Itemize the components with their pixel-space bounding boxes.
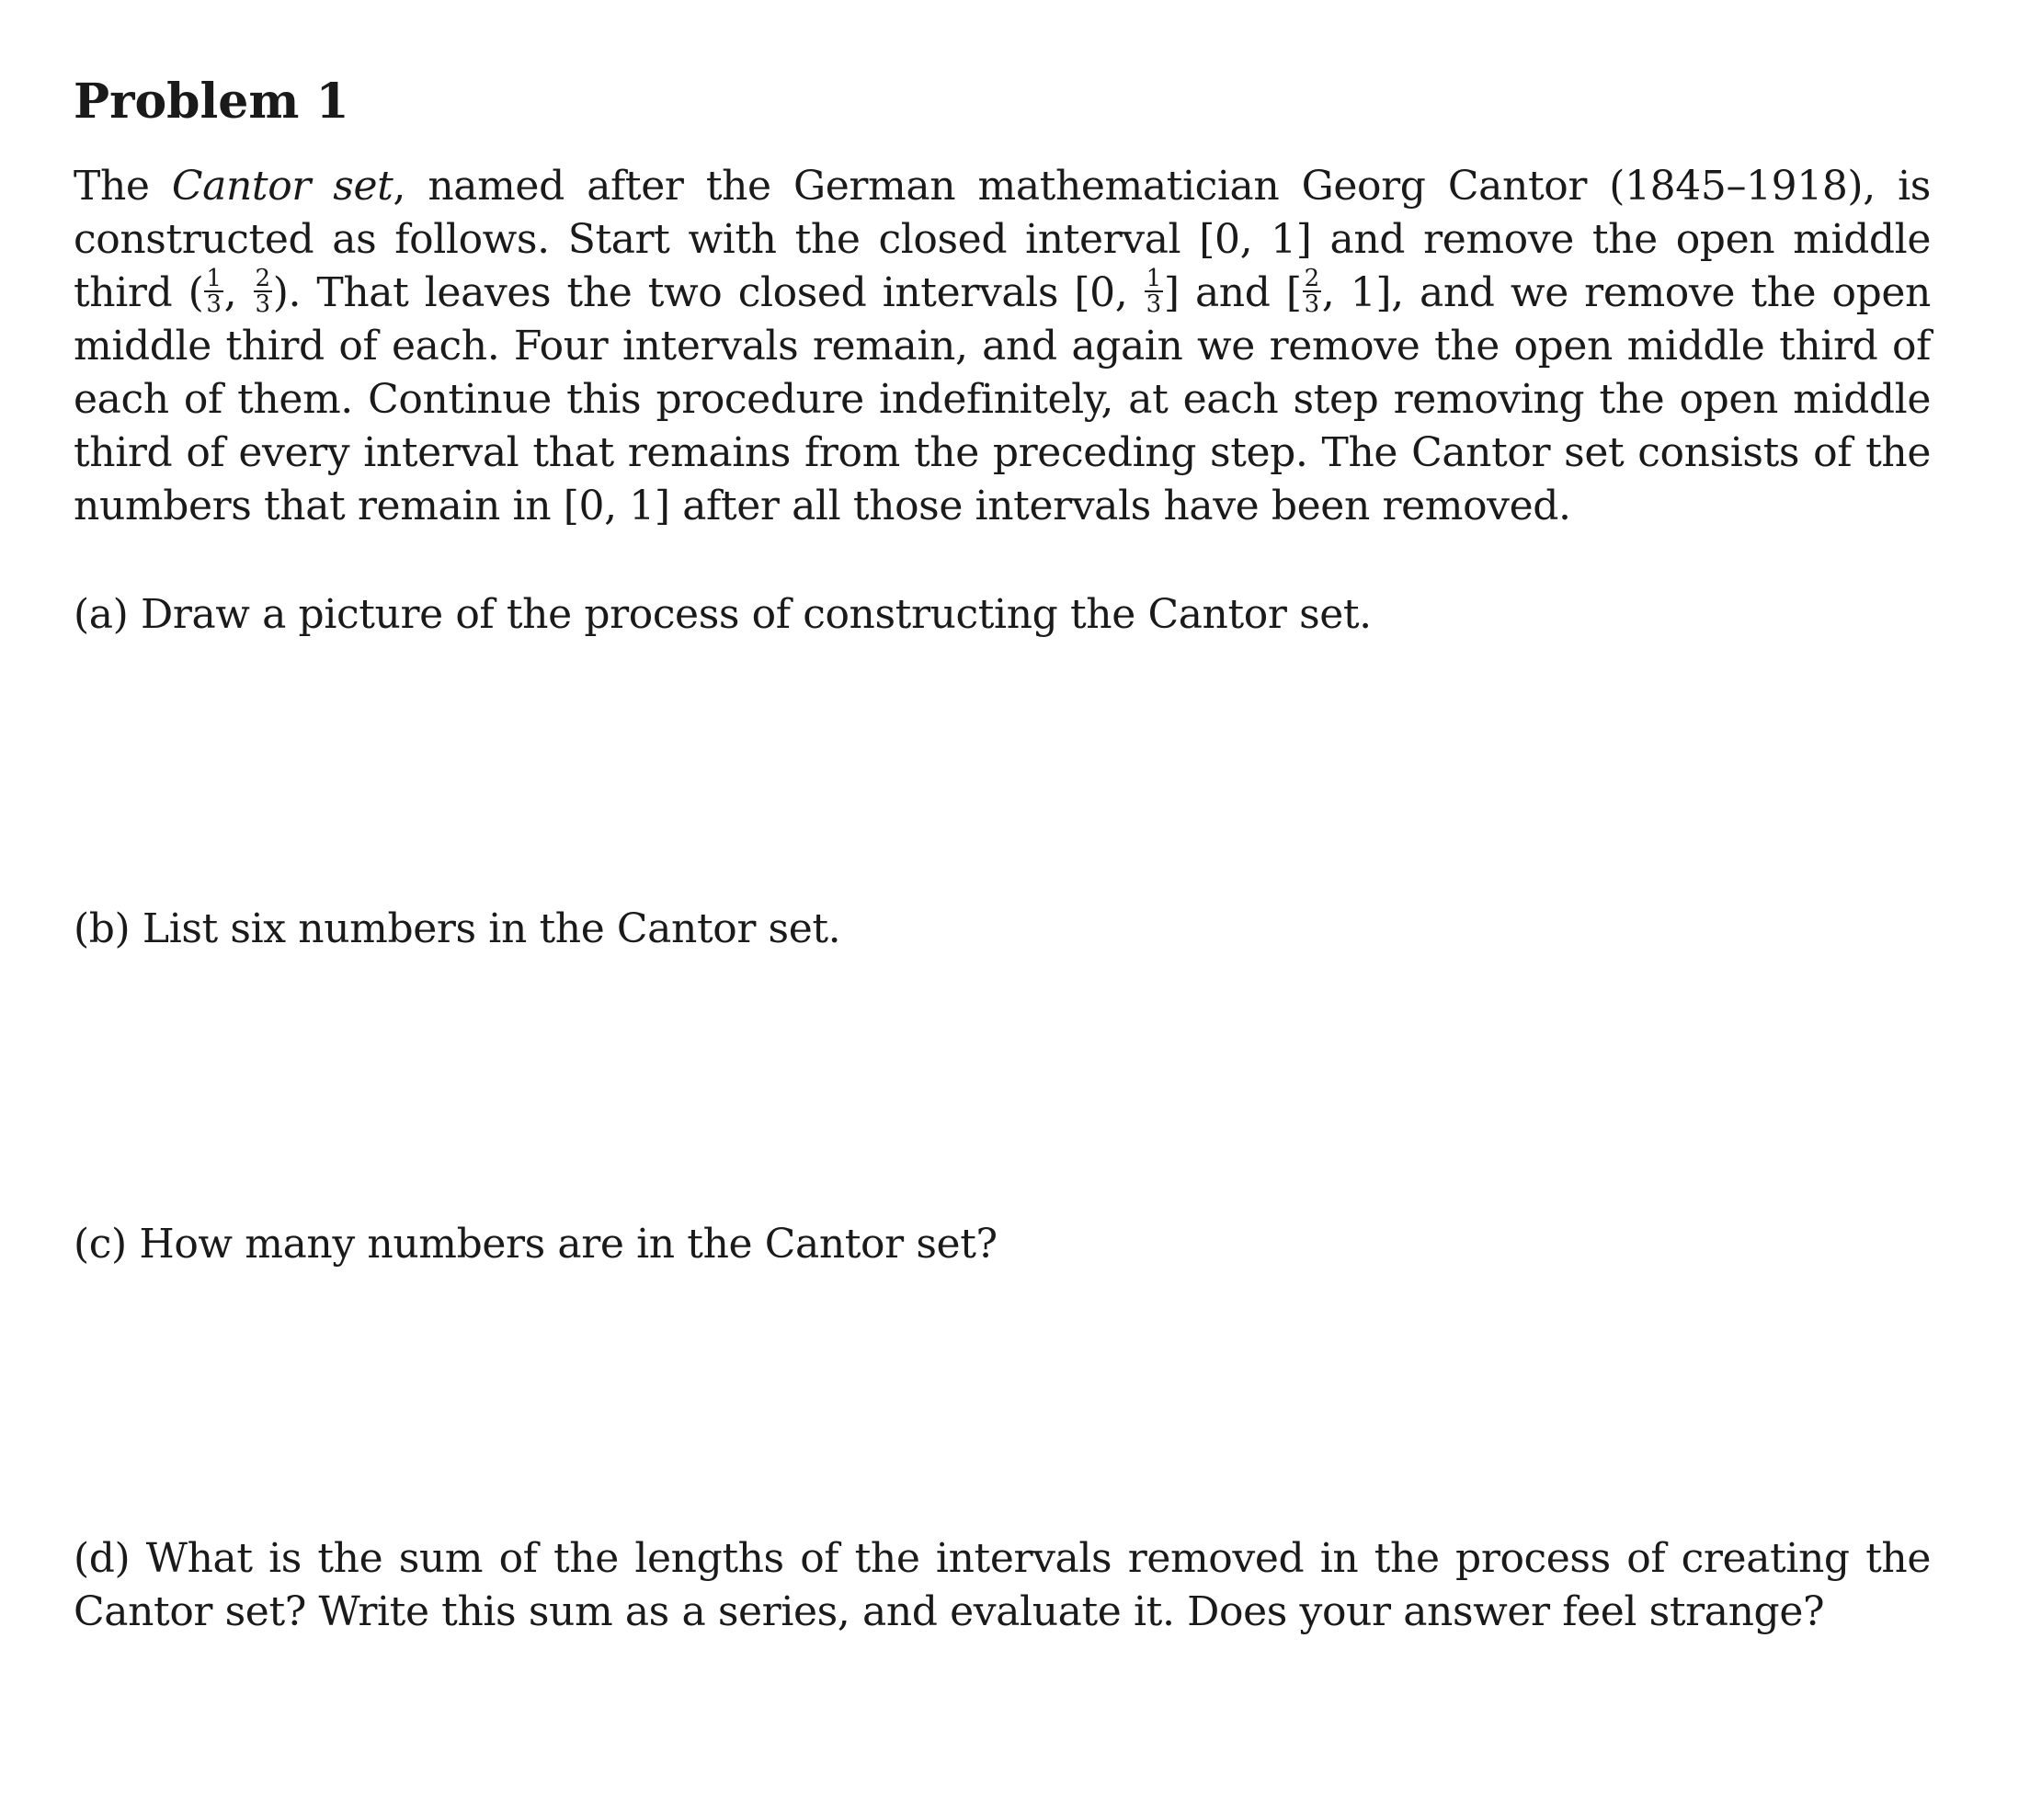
- part-b-question: (b) List six numbers in the Cantor set.: [74, 905, 841, 952]
- fraction-two-thirds: [254, 264, 272, 318]
- intro-text-1: The: [74, 163, 172, 210]
- fraction-numerator: 1: [206, 264, 222, 292]
- fraction-numerator: 2: [1304, 264, 1319, 292]
- intro-text-2: , named after the German mathematician Georg Cantor (1845–1918), is constructed as follows. Start with the closed interval [0, 1] and remove the open middle third (: [74, 163, 1931, 317]
- fraction-one-third: [1145, 264, 1163, 318]
- part-d-question: (d) What is the sum of the lengths of the intervals removed in the process of creating the Cantor set? Write this sum as a series, and evaluate it. Does your answer feel strange?: [74, 1535, 1931, 1635]
- intro-paragraph: [74, 160, 1931, 533]
- cantor-set-term: Cantor set: [171, 163, 393, 210]
- fraction-two-thirds: [1303, 264, 1321, 318]
- intro-text-6: , 1], and we remove the open middle third of each. Four intervals remain, and again we remove the open middle third of each of them. Continue this procedure indefinitely, at each step removing the open middle third of every interval that remains from the preceding step. The Cantor set consists of the numbers that remain in [0, 1] after all those intervals have been removed.: [74, 269, 1931, 530]
- document-page: [74, 74, 1931, 1635]
- fraction-denominator: 3: [255, 290, 270, 318]
- intro-text-3: ,: [223, 269, 253, 317]
- part-a-question: (a) Draw a picture of the process of constructing the Cantor set.: [74, 591, 1372, 638]
- fraction-denominator: 3: [206, 290, 222, 318]
- intro-text-5: ] and [: [1163, 269, 1302, 317]
- fraction-one-third: [204, 264, 222, 318]
- problem-title: Problem 1: [74, 74, 349, 130]
- intro-text-4: ). That leaves the two closed intervals [0,: [272, 269, 1144, 317]
- fraction-numerator: 2: [255, 264, 270, 292]
- part-c-question: (c) How many numbers are in the Cantor set?: [74, 1221, 998, 1268]
- fraction-denominator: 3: [1146, 290, 1161, 318]
- fraction-numerator: 1: [1146, 264, 1161, 292]
- fraction-denominator: 3: [1304, 290, 1319, 318]
